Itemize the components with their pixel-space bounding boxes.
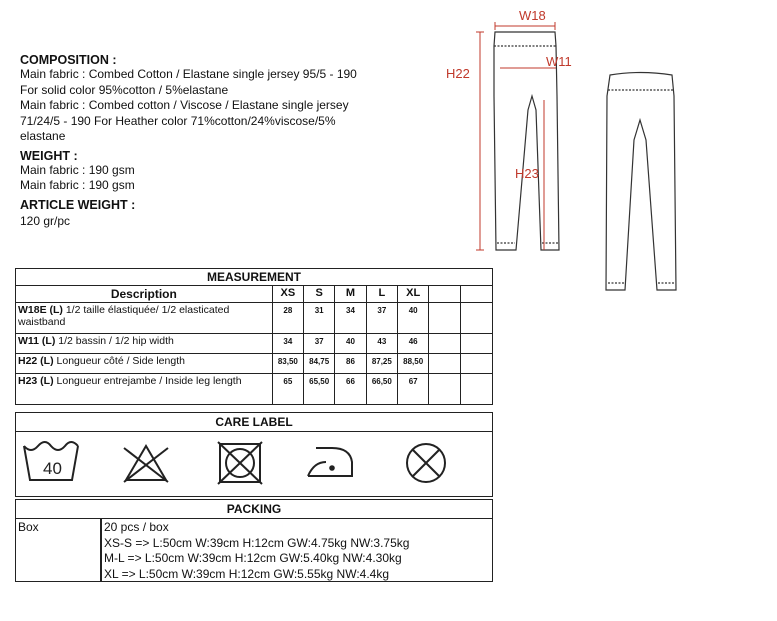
composition-section [20, 53, 357, 229]
size-header: XS [272, 286, 303, 303]
packing-label: Box [18, 520, 39, 534]
value-cell: 67 [398, 374, 429, 405]
weight-line: Main fabric : 190 gsm [20, 162, 135, 177]
value-cell: 86 [335, 354, 366, 374]
value-cell: 37 [366, 303, 397, 334]
wash-temperature: 40 [43, 459, 62, 478]
empty-cell [460, 334, 492, 354]
value-cell: 66,50 [366, 374, 397, 405]
packing-line: 20 pcs / box [104, 520, 169, 534]
description-header: Description [16, 286, 273, 303]
back-pants-outline [606, 73, 676, 291]
row-code: W11 (L) [18, 335, 56, 347]
size-header: S [304, 286, 335, 303]
h23-label: H23 [515, 166, 539, 181]
row-text: 1/2 taille élastiquée/ 1/2 elasticated waistband [18, 304, 230, 328]
value-cell: 34 [335, 303, 366, 334]
packing-line: XS-S => L:50cm W:39cm H:12cm GW:4.75kg NW:3.75kg [104, 535, 410, 550]
iron-low-icon [308, 448, 352, 476]
no-bleach-icon [124, 446, 168, 482]
weight-heading: WEIGHT : [20, 148, 78, 163]
composition-line: Main fabric : Combed Cotton / Elastane single jersey 95/5 - 190 [20, 67, 357, 81]
empty-cell [429, 286, 460, 303]
row-text: 1/2 bassin / 1/2 hip width [58, 335, 174, 347]
weight-line: Main fabric : 190 gsm [20, 178, 135, 192]
composition-line: elastane [20, 129, 66, 143]
measurement-table [15, 268, 493, 405]
no-dry-clean-icon [407, 444, 445, 482]
empty-cell [460, 374, 492, 405]
no-tumble-dry-icon [218, 442, 262, 484]
value-cell: 40 [335, 334, 366, 354]
value-cell: 87,25 [366, 354, 397, 374]
row-code: H23 (L) [18, 375, 54, 387]
pants-diagram [440, 0, 740, 300]
table-row [16, 303, 493, 334]
value-cell: 84,75 [304, 354, 335, 374]
article-weight-heading: ARTICLE WEIGHT : [20, 197, 136, 212]
empty-cell [429, 303, 460, 334]
row-text: Longueur côté / Side length [56, 355, 185, 367]
value-cell: 37 [304, 334, 335, 354]
empty-cell [429, 334, 460, 354]
empty-cell [429, 374, 460, 405]
w18-label: W18 [519, 8, 546, 23]
packing-divider [100, 518, 102, 582]
packing-line: M-L => L:50cm W:39cm H:12cm GW:5.40kg NW:4.30kg [104, 551, 402, 565]
w11-label: W11 [546, 54, 572, 69]
empty-cell [460, 303, 492, 334]
composition-heading: COMPOSITION : [20, 53, 117, 67]
size-header: L [366, 286, 397, 303]
row-code: W18E (L) [18, 304, 63, 316]
value-cell: 83,50 [272, 354, 303, 374]
table-row [16, 374, 493, 405]
value-cell: 28 [272, 303, 303, 334]
value-cell: 65,50 [304, 374, 335, 405]
value-cell: 40 [398, 303, 429, 334]
care-label-title: CARE LABEL [15, 412, 493, 432]
size-header: XL [398, 286, 429, 303]
size-header: M [335, 286, 366, 303]
value-cell: 34 [272, 334, 303, 354]
row-code: H22 (L) [18, 355, 54, 367]
packing-title: PACKING [15, 499, 493, 519]
packing-line: XL => L:50cm W:39cm H:12cm GW:5.55kg NW:4.4kg [104, 566, 390, 581]
article-weight-value: 120 gr/pc [20, 213, 71, 228]
packing-details [104, 520, 409, 582]
measurement-title: MEASUREMENT [16, 269, 493, 286]
empty-cell [429, 354, 460, 374]
value-cell: 31 [304, 303, 335, 334]
value-cell: 43 [366, 334, 397, 354]
value-cell: 88,50 [398, 354, 429, 374]
composition-line: For solid color 95%cotton / 5%elastane [20, 82, 229, 97]
value-cell: 66 [335, 374, 366, 405]
care-icons [16, 432, 491, 495]
composition-line: 71/24/5 - 190 For Heather color 71%cotton/24%viscose/5% [20, 113, 336, 128]
empty-cell [460, 354, 492, 374]
h22-label: H22 [446, 66, 470, 81]
table-row [16, 354, 493, 374]
composition-line: Main fabric : Combed cotton / Viscose / Elastane single jersey [20, 98, 349, 112]
value-cell: 46 [398, 334, 429, 354]
care-label-box [15, 431, 493, 497]
value-cell: 65 [272, 374, 303, 405]
empty-cell [460, 286, 492, 303]
row-text: Longueur entrejambe / Inside leg length [56, 375, 242, 387]
table-row [16, 334, 493, 354]
